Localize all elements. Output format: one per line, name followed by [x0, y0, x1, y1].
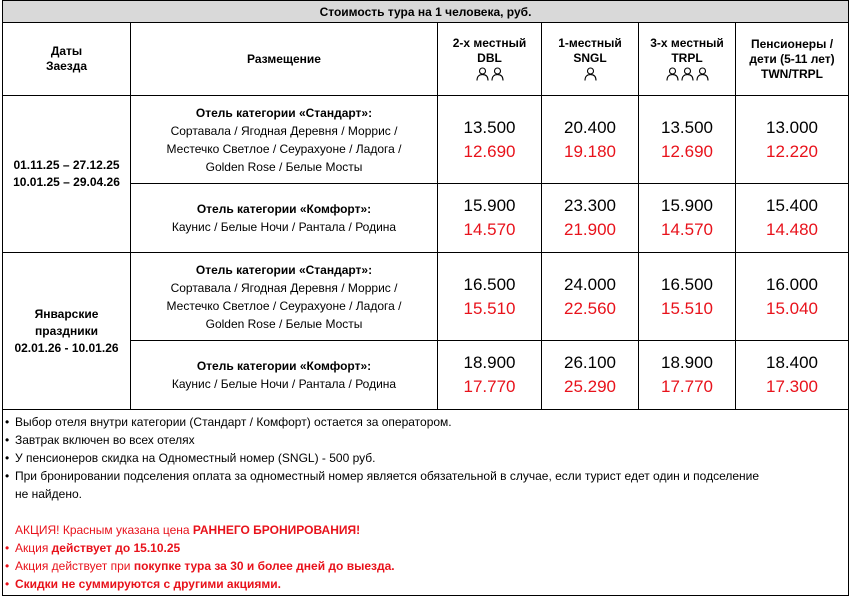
price-pensioners: [736, 184, 849, 253]
price-early: 12.690: [661, 141, 713, 161]
hotel-list-line: Местечко Светлое / Сеурахуоне / Ладога /: [166, 141, 402, 156]
price-regular: 16.500: [661, 274, 713, 294]
price-sngl: [542, 253, 639, 341]
bullet: •: [5, 415, 10, 429]
note-item-continuation: [3, 485, 848, 503]
price-early: 21.900: [564, 220, 616, 239]
price-table: [2, 0, 849, 596]
note-item: [3, 431, 848, 449]
price-regular: 23.300: [564, 196, 616, 215]
price-trpl: [639, 184, 736, 253]
notes-row: [3, 410, 849, 596]
price-regular: 16.500: [463, 274, 516, 294]
note-text: При бронировании подселения оплата за одноместный номер является обязательной в случае, если турист едет один и подселение: [15, 469, 760, 483]
price-regular: 13.500: [463, 117, 516, 137]
hotel-list-line: Golden Rose / Белые Мосты: [205, 159, 363, 174]
header-pens-line1: Пенсионеры /: [750, 36, 834, 51]
header-dbl-line1: 2-х местный: [452, 35, 527, 50]
price-sngl: [542, 96, 639, 184]
header-pensioners: [736, 23, 849, 96]
price-dbl: [438, 253, 542, 341]
price-trpl: [639, 253, 736, 341]
hotel-list-line: Сортавала / Ягодная Деревня / Моррис /: [170, 123, 398, 138]
header-trpl-line2: TRPL: [671, 50, 703, 65]
note-text: Выбор отеля внутри категории (Стандарт / Комфорт) остается за оператором.: [15, 415, 452, 429]
hotel-list-line: Местечко Светлое / Сеурахуоне / Ладога /: [166, 298, 402, 313]
hotel-cell: [131, 341, 438, 410]
hotel-list-line: Каунис / Белые Ночи / Рантала / Родина: [171, 377, 397, 391]
price-regular: 16.000: [766, 274, 818, 294]
hotel-list-line: Сортавала / Ягодная Деревня / Моррис /: [170, 280, 398, 295]
price-sngl: [542, 184, 639, 253]
price-trpl: [639, 341, 736, 410]
bullet: •: [5, 559, 10, 573]
price-regular: 13.500: [661, 117, 713, 137]
price-regular: 20.400: [564, 117, 616, 137]
hotel-cell: [131, 184, 438, 253]
note-item: [3, 449, 848, 467]
price-sngl: [542, 341, 639, 410]
period-dates: [3, 96, 131, 253]
header-placement: Размещение: [131, 23, 438, 96]
price-regular: 15.900: [661, 196, 713, 215]
price-dbl: [438, 96, 542, 184]
price-table-wrapper: [2, 0, 848, 596]
price-dbl: [438, 184, 542, 253]
period-dates-line1: 01.11.25 – 27.12.25: [13, 158, 120, 172]
price-early: 14.570: [661, 220, 713, 239]
header-trpl-line1: 3-х местный: [650, 35, 724, 50]
price-pensioners: [736, 96, 849, 184]
bullet: •: [5, 451, 10, 465]
price-pensioners: [736, 253, 849, 341]
person-icon: [542, 67, 638, 83]
table-row: [3, 96, 849, 184]
spacer: [3, 503, 848, 521]
table-row: [3, 253, 849, 341]
price-early: 15.510: [661, 298, 713, 318]
price-early: 14.570: [463, 220, 516, 239]
promo-item: [3, 575, 848, 593]
promo-item: [3, 539, 848, 557]
price-early: 14.480: [766, 220, 818, 239]
promo-text-bold: РАННЕГО БРОНИРОВАНИЯ!: [192, 523, 361, 537]
header-pens-line3: TWN/TRPL: [761, 66, 823, 81]
header-dates-line2: Заезда: [45, 59, 88, 73]
price-early: 12.220: [766, 141, 818, 161]
bullet: •: [5, 541, 10, 555]
notes-cell: [3, 410, 849, 596]
period-dates-line2: 10.01.25 – 29.04.26: [13, 175, 120, 189]
promo-text-bold: действует до 15.10.25: [51, 541, 181, 555]
price-early: 15.510: [463, 298, 516, 318]
header-sngl-line2: SNGL: [573, 50, 607, 65]
price-early: 25.290: [564, 377, 616, 396]
hotel-category: Отель категории «Комфорт»:: [196, 202, 372, 216]
note-item: [3, 467, 848, 485]
header-sngl-line1: 1-местный: [558, 35, 622, 50]
three-persons-icon: [639, 67, 735, 83]
promo-text-bold: Скидки не суммируются с другими акциями.: [15, 577, 281, 591]
price-early: 19.180: [564, 141, 616, 161]
hotel-category: Отель категории «Комфорт»:: [196, 359, 372, 373]
price-regular: 24.000: [564, 274, 616, 294]
price-regular: 18.400: [766, 353, 818, 372]
price-regular: 18.900: [463, 353, 516, 372]
hotel-cell: [131, 96, 438, 184]
note-text: Завтрак включен во всех отелях: [15, 433, 195, 447]
period-dates-line1: Январские: [34, 306, 99, 321]
price-early: 22.560: [564, 298, 616, 318]
header-dbl: [438, 23, 542, 96]
note-text: У пенсионеров скидка на Одноместный номер (SNGL) - 500 руб.: [15, 451, 376, 465]
header-sngl: [542, 23, 639, 96]
note-item: [3, 413, 848, 431]
price-early: 17.770: [463, 377, 516, 396]
price-pensioners: [736, 341, 849, 410]
period-dates-line3: 02.01.26 - 10.01.26: [14, 340, 119, 355]
header-dates: [3, 23, 131, 96]
price-dbl: [438, 341, 542, 410]
price-early: 17.770: [661, 377, 713, 396]
price-early: 15.040: [766, 298, 818, 318]
promo-text: Акция действует при: [15, 559, 134, 573]
promo-text-bold: покупке тура за 30 и более дней до выезда.: [133, 559, 395, 573]
bullet: •: [5, 577, 10, 591]
header-row: [3, 23, 849, 96]
promo-headline: [3, 521, 848, 539]
hotel-category: Отель категории «Стандарт»:: [195, 105, 373, 120]
hotel-category: Отель категории «Стандарт»:: [195, 262, 373, 277]
hotel-cell: [131, 253, 438, 341]
promo-text: АКЦИЯ! Красным указана цена: [15, 523, 193, 537]
price-regular: 26.100: [564, 353, 616, 372]
bullet: •: [5, 433, 10, 447]
bullet: •: [5, 469, 10, 483]
note-text: не найдено.: [15, 487, 82, 501]
price-trpl: [639, 96, 736, 184]
price-early: 17.300: [766, 377, 818, 396]
header-trpl: [639, 23, 736, 96]
period-dates-line2: праздники: [35, 323, 98, 338]
period-dates: [3, 253, 131, 410]
promo-text: Акция: [15, 541, 52, 555]
table-title: Стоимость тура на 1 человека, руб.: [3, 1, 849, 23]
hotel-list-line: Golden Rose / Белые Мосты: [205, 316, 363, 331]
promo-item: [3, 557, 848, 575]
two-persons-icon: [438, 67, 541, 83]
price-early: 12.690: [463, 141, 516, 161]
hotel-list-line: Каунис / Белые Ночи / Рантала / Родина: [171, 220, 397, 234]
price-regular: 18.900: [661, 353, 713, 372]
header-dates-line1: Даты: [50, 44, 83, 58]
price-regular: 15.400: [766, 196, 818, 215]
price-regular: 15.900: [463, 196, 516, 215]
header-dbl-line2: DBL: [477, 50, 502, 65]
header-pens-line2: дети (5-11 лет): [749, 51, 835, 66]
price-regular: 13.000: [766, 117, 818, 137]
